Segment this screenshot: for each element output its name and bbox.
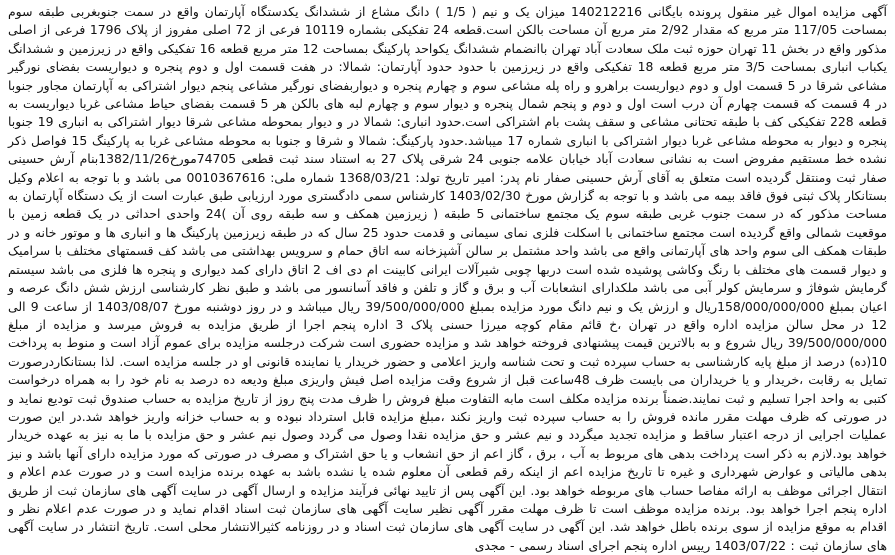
auction-notice-text: آگهی مزایده اموال غیر منقول پرونده بایگانی 140212216 میزان یک و نیم ( 1/5 ) دانگ مشاع از ششدانگ یکدستگاه آپارتمان واقع در سمت جنوبغربی طبقه سوم بمساحت 117/05 متر مربع که مقدار 2/92 متر مربع آن مساحت بالکن است.قطعه 24 تفکیکی بشماره 10119 فرعی از 72 اصلی مفروز از پلاک 1796 فرعی از اصلی مذکور واقع در بخش 11 تهران حوزه ثبت ملک سعادت آباد تهران باانضمام ششدانگ یکواحد پارکینگ بمساحت 12 متر مربع قطعه 16 تفکیکی واقع در زیرزمین و ششدانگ یکباب انباری بمساحت 3/5 متر مربع قطعه 18 تفکیکی واقع در زیرزمین با حدود حدود آپارتمان: شمالا: در هفت قسمت اول و دوم پنجره و دیواریست بفضای نورگیر مشاعی شرقا در 5 قسمت اول و دوم دیواریست براهرو و راه پله مشاعی سوم و چهارم پنجره و دیواربفضای نورگیر مشاعی پنجم دیوار اشتراکی به آپارتمان مجاور جنوبا در 4 قسمت که قسمت چهارم آن درب است اول و دوم و پنجم شمال پنجره و دیوار سوم و چهارم لبه های بالکن هر 5 قسمت بفضای حیاط مشاعی غربا دیواریست به قطعه 228 تفکیکی کف با طبقه تحتانی مشاعی و سقف پشت بام اشتراکی است.حدود انباری: شمالا در و دیوار بمحوطه مشاعی شرقا دیوار اشتراکی به انباری 19 جنوبا پنجره و دیوار به محوطه مشاعی غربا دیوار اشتراکی با انباری شماره 17 میباشد.حدود پارکینگ: شمالا و شرقا و جنوبا به محوطه مشاعی غربا به پارکینگ 15 فواصل ذکر نشده خط مستقیم مفروض است به نشانی سعادت آباد خیابان علامه جنوبی 24 شرقی پلاک 27 به استناد سند ثبت قطعی 74705مورخ1382/11/26بنام آرش حسینی صفار ثبت ومنتقل گردیده است متعلق به آقای آرش حسینی صفار نام پدر: امیر تاریخ تولد: 1368/03/21 شماره ملی: 0010367616 می باشد و با توجه به اعلام وکیل بستانکار پلاک ثبتی فوق فاقد بیمه می باشد و با توجه به گزارش مورخ 1403/02/30 کارشناس سمی دادگستری مورد ارزیابی طبق عبارت است از یک دستگاه آپارتمان به مساحت مذکور که در سمت جنوب غربی طبقه سوم یک مجتمع ساختمانی 5 طبقه ( زیرزمین همکف و سه طبقه روی آن )24 واحدی احداثی در یک قطعه زمین با موقعیت شمالی واقع گردیده است مجتمع ساختمانی با اسکلت فلزی نمای سیمانی و قدمت حدود 25 سال که در طبقه زیرزمین پارکینگ ها و انباری ها و موتور خانه و در طبقات همکف الی سوم واحد های آپارتمانی واقع می باشد واحد مشتمل بر سالن آشپزخانه سه اتاق حمام و سرویس بهداشتی می باشد کف قسمتهای مختلف با سرامیک و دیوار قسمت های مختلف با رنگ وکاشی پوشیده شده است دربها چوبی شیرآلات ایرانی کابینت ام دی اف 2 اتاق دارای کمد دیواری و پنجره ها فلزی می باشد سیستم گرمایش شوفاژ و سرمایش کولر آبی می باشد ملکدارای انشعابات آب و برق و گاز و تلفن و فاقد آسانسور می باشد و طبق نظر کارشناسی ارزش شش دانگ عرصه و اعیان بمبلغ 158/000/000/000ریال و ارزش یک و نیم دانگ مورد مزایده بمبلغ 39/500/000/000 ریال میباشد و در روز دوشنبه مورخ 1403/08/07 از ساعت 9 الی 12 در محل سالن مزایده اداره واقع در تهران ،خ قائم مقام کوچه میرزا حسنی پلاک 3 اداره پنجم اجرا از طریق مزایده به فروش میرسد و مزایده از مبلغ 39/500/000/000 ریال شروع و به بالاترین قیمت پیشنهادی فروخته خواهد شد و مزایده حضوری است شرکت درجلسه مزایده برای عموم آزاد است و منوط به پرداخت 10(ده) درصد از مبلغ پایه کارشناسی به حساب سپرده ثبت و تحت شناسه واریز اعلامی و حضور خریدار یا نماینده قانونی او در جلسه مزایده است. لذا بستانکاردرصورت تمایل به رقابت ،خریدار و یا خریداران می بایست ظرف 48ساعت قبل از شروع وقت مزایده اصل فیش واریزی مبلغ ودیعه ده درصد به نام خود را به همراه درخواست کتبی به واحد اجرا تسلیم و ثبت نمایند.ضمناً برنده مزایده مکلف است مابه التفاوت مبلغ فروش را ظرف مدت پنج روز از تاریخ مزایده به حساب صندوق ثبت تودیع نماید و در صورتی که ظرف مهلت مقرر مانده فروش را به حساب سپرده ثبت واریز نکند ،مبلغ مزایده قابل استرداد نبوده و به حساب خزانه واریز خواهد شد.در این صورت عملیات اجرایی از درجه اعتبار ساقط و مزایده تجدید میگردد و نیم عشر و حق مزایده نقدا وصول می گردد وصول نیم عشر و حق مزایده با ما به نیز به عهده خریدار خواهد بود.لازم به ذکر است پرداخت بدهی های مربوط به آب ، برق ، گاز اعم از حق انشعاب و یا حق اشتراک و مصرف در صورتی که مورد مزایده دارای آنها باشد و نیز بدهی مالیاتی و عوارض شهرداری و غیره تا تاریخ مزایده اعم از اینکه رقم قطعی آن معلوم شده یا نشده باشد به عهده برنده مزایده است و در صورت عدم اعلام و انتقال اجرائی موظف به ارائه مفاصا حساب های مربوطه خواهد بود. این آگهی پس از تایید نهائی فرآیند مزایده و ارسال آگهی در سایت آگهی های سازمان ثبت از طریق اداره پنجم اجرا خواهد بود. برنده مزایده موظف است تا ظرف مهلت مقرر آگهی نظیر سایت آگهی های سازمان ثبت اسناد اقدام نماید و در صورت عدم اعلام نظر و اقدام به موقع مزایده از سوی برنده باطل خواهد شد. این آگهی در سایت آگهی های سازمان ثبت اسناد و در روزنامه کثیرالانتشار محلی است. تاریخ انتشار در سایت آگهی های سازمان ثبت : 1403/07/22 رییس اداره پنجم اجرای اسناد رسمی - مجدی <box>8 4 888 553</box>
